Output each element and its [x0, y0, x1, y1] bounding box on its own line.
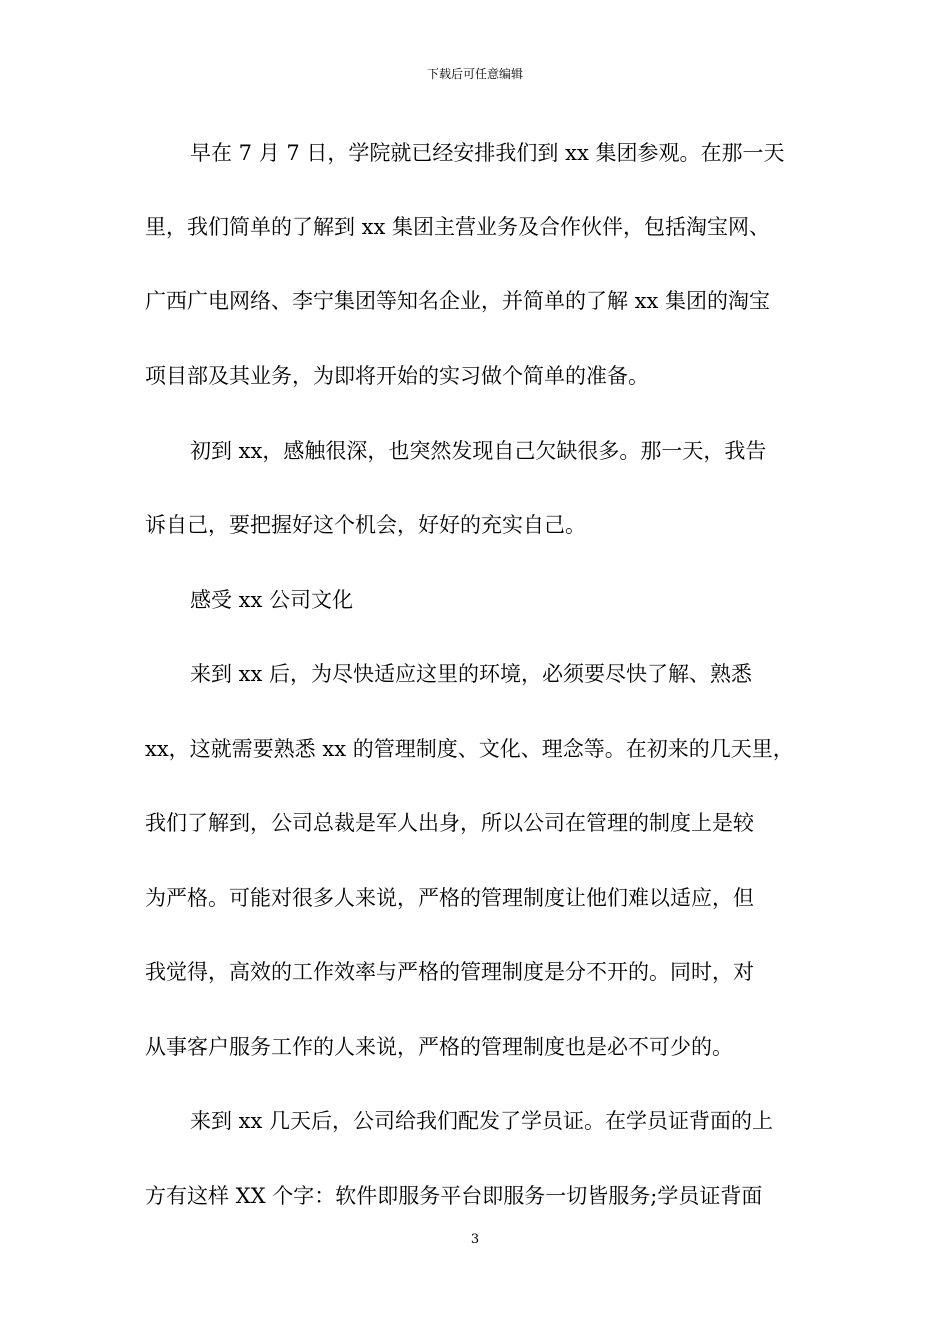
text-line: 里，我们简单的了解到 xx 集团主营业务及合作伙伴，包括淘宝网、: [145, 215, 771, 239]
text-line: 来到 xx 几天后，公司给我们配发了学员证。在学员证背面的上: [190, 1109, 774, 1133]
text-line: 方有这样 XX 个字：软件即服务平台即服务一切皆服务;学员证背面: [145, 1184, 763, 1208]
text-line: 诉自己，要把握好这个机会，好好的充实自己。: [145, 513, 586, 537]
text-line: 项目部及其业务，为即将开始的实习做个简单的准备。: [145, 364, 649, 388]
text-line: 我们了解到，公司总裁是军人出身，所以公司在管理的制度上是较: [145, 811, 754, 835]
text-line: 来到 xx 后，为尽快适应这里的环境，必须要尽快了解、熟悉: [190, 662, 753, 686]
text-line: 广西广电网络、李宁集团等知名企业，并简单的了解 xx 集团的淘宝: [145, 289, 771, 313]
section-heading: 感受 xx 公司文化: [190, 588, 354, 612]
text-line: 从事客户服务工作的人来说，严格的管理制度也是必不可少的。: [145, 1035, 733, 1059]
text-line: 为严格。可能对很多人来说，严格的管理制度让他们难以适应，但: [145, 886, 754, 910]
text-line: xx，这就需要熟悉 xx 的管理制度、文化、理念等。在初来的几天里，: [145, 737, 794, 761]
text-line: 初到 xx，感触很深，也突然发现自己欠缺很多。那一天，我告: [190, 439, 767, 463]
page-number: 3: [470, 1232, 480, 1247]
text-line: 早在 7 月 7 日，学院就已经安排我们到 xx 集团参观。在那一天: [190, 141, 785, 165]
page-header-note: 下载后可任意编辑: [426, 67, 523, 81]
text-line: 我觉得，高效的工作效率与严格的管理制度是分不开的。同时，对: [145, 960, 754, 984]
